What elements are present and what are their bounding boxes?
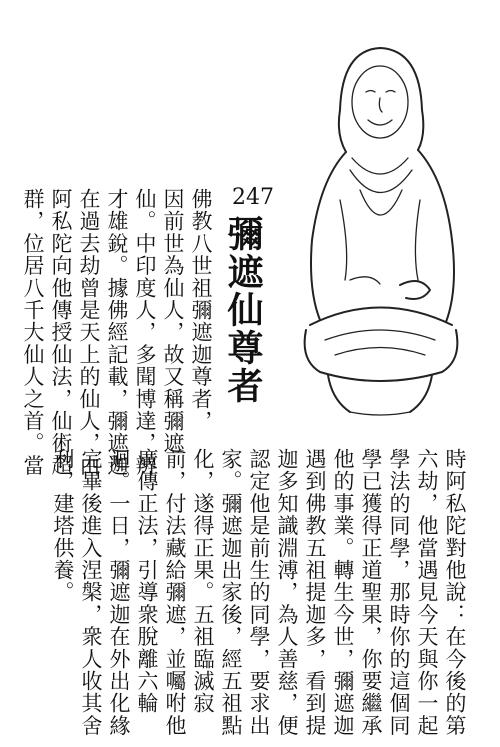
upper-column-5: 在過去劫曾是天上的仙人，由 <box>77 188 101 477</box>
lower-column-9: 家。彌遮迦出家後，經五祖點 <box>219 448 243 737</box>
entry-number: 247 <box>232 185 274 210</box>
upper-column-4: 才雄銳。據佛經記載，彌遮迦 <box>105 188 129 477</box>
lower-column-15: 利，建塔供養。 <box>51 448 75 604</box>
upper-column-2: 因前世為仙人，故又稱彌遮 <box>161 188 185 455</box>
lower-column-11: 前，付法藏給彌遮，並囑咐他 <box>163 448 187 737</box>
lower-column-3: 學法的同學，那時你的這個同 <box>387 448 411 737</box>
lower-column-5: 他的事業。轉生今世，彌遮迦 <box>331 448 355 737</box>
lower-column-7: 迦多知識淵溥，為人善慈，便 <box>275 448 299 737</box>
lower-column-10: 化，遂得正果。五祖臨滅寂 <box>191 448 215 715</box>
entry-title: 彌遮仙尊者 <box>222 215 264 405</box>
lower-column-4: 學已獲得正道聖果，你要繼承 <box>359 448 383 737</box>
lower-column-14: 完畢後進入涅槃，衆人收其舍 <box>79 448 103 737</box>
lower-column-13: 迴。一日，彌遮迦在外出化緣 <box>107 448 131 737</box>
seated-monk-drawing <box>280 40 480 420</box>
upper-column-6: 阿私陀向他傳授仙法，仙術超 <box>49 188 73 477</box>
lower-column-2: 六劫，他當遇見今天與你一起 <box>415 448 439 737</box>
lower-column-8: 認定他是前生的同學，要求出 <box>247 448 271 737</box>
lower-column-6: 遇到佛教五祖提迦多，看到提 <box>303 448 327 737</box>
upper-column-1: 佛教八世祖彌遮迦尊者， <box>189 188 213 433</box>
venerable-illustration <box>280 40 480 420</box>
lower-column-1: 時阿私陀對他說：在今後的第 <box>443 448 467 737</box>
upper-column-3: 仙。中印度人，多聞博達，辨 <box>133 188 157 477</box>
upper-column-7: 群，位居八千大仙人之首。當 <box>21 188 45 477</box>
lower-column-12: 廣傳正法，引導衆脫離六輪 <box>135 448 159 715</box>
